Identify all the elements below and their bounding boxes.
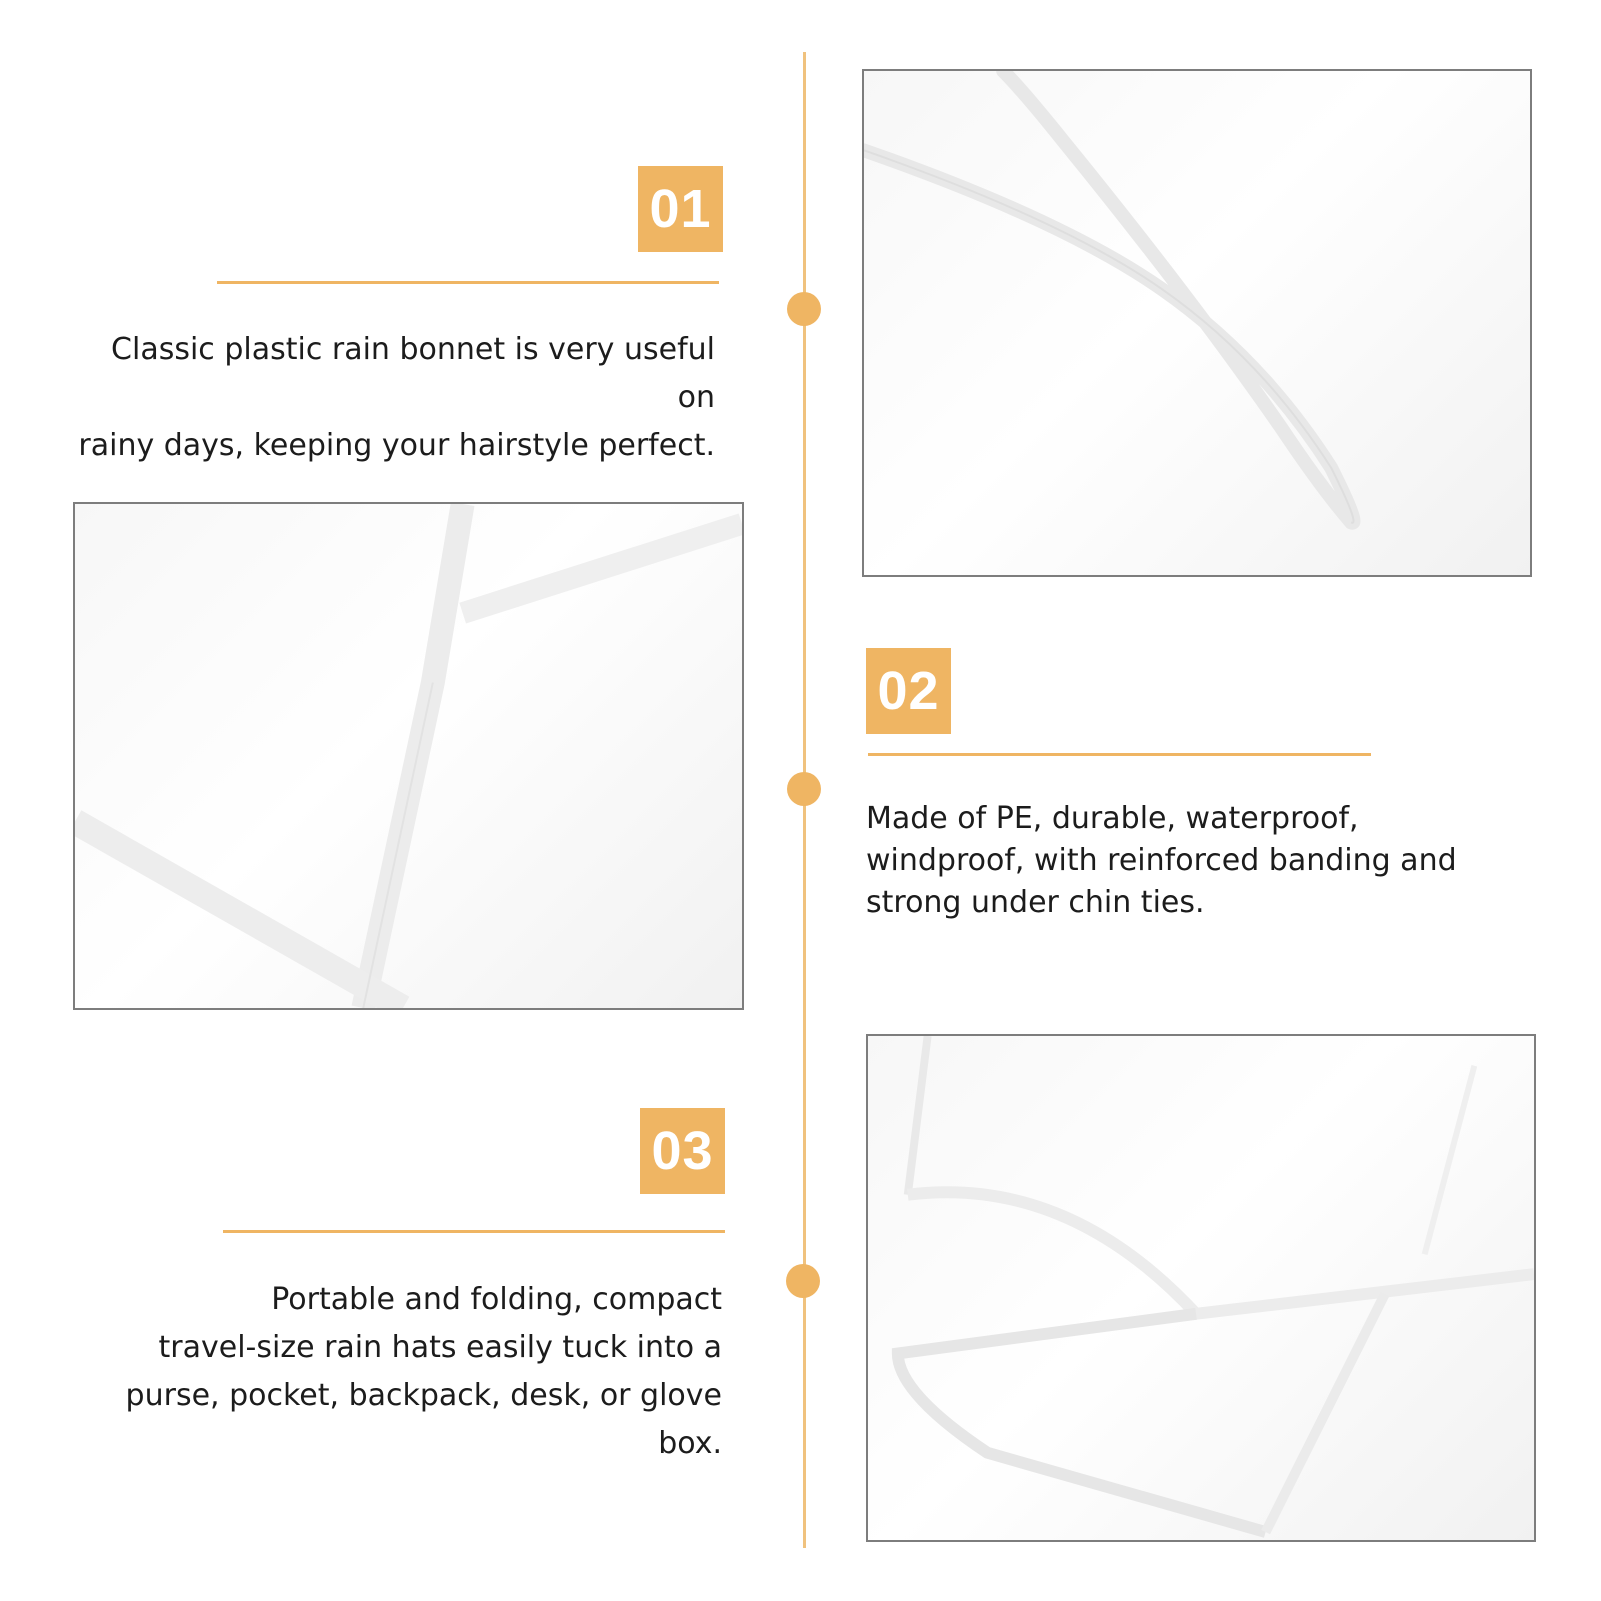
product-photo-tie-strap	[862, 69, 1532, 577]
description-line: purse, pocket, backpack, desk, or glove	[125, 1378, 722, 1413]
description-line: Made of PE, durable, waterproof,	[866, 801, 1359, 836]
timeline-dot-2	[787, 772, 821, 806]
tie-strap-illustration	[864, 71, 1530, 575]
product-photo-folded-edge	[866, 1034, 1536, 1542]
feature-description	[75, 326, 715, 470]
timeline-dot-1	[787, 292, 821, 326]
timeline-dot-3	[786, 1264, 820, 1298]
feature-divider	[217, 281, 719, 284]
feature-number-badge: 03	[640, 1108, 725, 1194]
description-line: windproof, with reinforced banding and	[866, 843, 1457, 878]
description-line: strong under chin ties.	[866, 885, 1205, 920]
description-line: Portable and folding, compact	[271, 1282, 722, 1317]
product-photo-seams	[73, 502, 744, 1010]
seams-illustration	[75, 504, 742, 1008]
description-line: Classic plastic rain bonnet is very useful on	[111, 332, 715, 415]
description-line: box.	[658, 1426, 722, 1461]
folded-edge-illustration	[868, 1036, 1534, 1540]
feature-divider	[223, 1230, 725, 1233]
feature-description	[866, 798, 1526, 924]
feature-number-badge: 01	[638, 166, 723, 252]
description-line: travel-size rain hats easily tuck into a	[158, 1330, 722, 1365]
feature-description	[82, 1276, 722, 1468]
description-line: rainy days, keeping your hairstyle perfect.	[78, 428, 715, 463]
feature-divider	[868, 753, 1371, 756]
feature-number-badge: 02	[866, 648, 951, 734]
